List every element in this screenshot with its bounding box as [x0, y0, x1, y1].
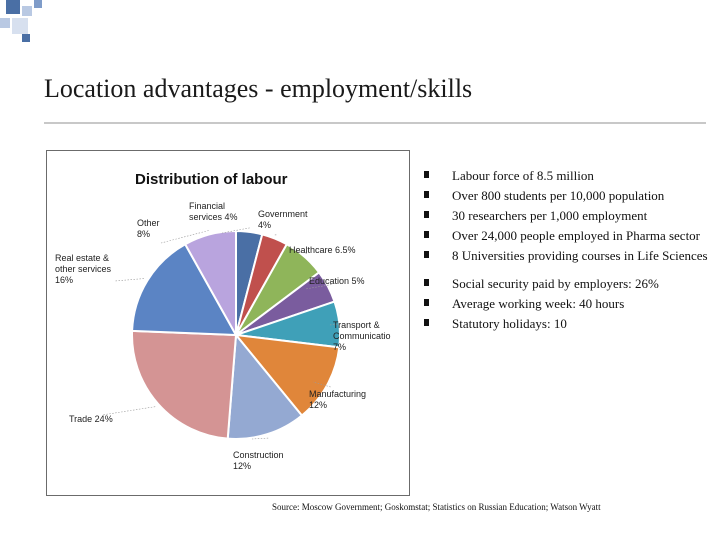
bullet-icon [424, 191, 429, 198]
bullet-icon [424, 231, 429, 238]
slice-label [309, 276, 365, 286]
title-rule [44, 122, 706, 124]
slice-label-line: Other [137, 218, 160, 228]
bullet-item [420, 296, 716, 312]
bullet-item [420, 188, 716, 204]
bullet-icon [424, 319, 429, 326]
bullet-item [420, 228, 716, 244]
slice-label-line: 16% [55, 275, 74, 285]
slice-label-line: 12% [233, 461, 252, 471]
bullet-item [420, 208, 716, 224]
slice-label [137, 218, 160, 239]
source-note: Source: Moscow Government; Goskomstat; Statistics on Russian Education; Watson Wyatt [272, 502, 601, 512]
bullet-item [420, 316, 716, 332]
bullet-list [420, 168, 716, 344]
slice-label-line: Construction [233, 450, 284, 460]
bullet-text: Over 24,000 people employed in Pharma sector [452, 228, 701, 243]
slice-label-line: 4% [258, 220, 272, 230]
bullet-icon [424, 279, 429, 286]
slice-label-line: Communicatio [333, 331, 391, 341]
bullet-item [420, 276, 716, 292]
slice-label [69, 414, 113, 424]
slice-label [258, 209, 308, 230]
slice-label-line: Financial [189, 201, 226, 211]
bullet-item [420, 168, 716, 184]
slice-label-line: Trade 24% [69, 414, 113, 424]
bullet-item [420, 248, 716, 264]
slice-label-line: Education 5% [309, 276, 365, 286]
slice-label [333, 320, 391, 352]
pie-chart [47, 151, 409, 495]
bullet-icon [424, 251, 429, 258]
slice-label-line: 8% [137, 229, 151, 239]
bullet-text: Average working week: 40 hours [452, 296, 625, 311]
bullet-text: Statutory holidays: 10 [452, 316, 567, 331]
leader-line [115, 279, 144, 281]
chart-title: Distribution of labour [135, 171, 288, 188]
bullet-text: 30 researchers per 1,000 employment [452, 208, 648, 223]
slice-label-line: 7% [333, 342, 347, 352]
slice-label-line: 12% [309, 400, 328, 410]
slide-title: Location advantages - employment/skills [44, 74, 473, 103]
slice-label-line: other services [55, 264, 112, 274]
slice-label-line: Healthcare 6.5% [289, 245, 356, 255]
bullet-icon [424, 171, 429, 178]
bullet-group-1 [420, 168, 716, 264]
slice-label [189, 201, 238, 222]
slice-label [289, 245, 356, 255]
slice-label-line: Real estate & [55, 253, 110, 263]
pie-slice-trade [132, 331, 236, 439]
slice-label-line: Manufacturing [309, 389, 367, 399]
bullet-text: Over 800 students per 10,000 population [452, 188, 665, 203]
bullet-text: Social security paid by employers: 26% [452, 276, 659, 291]
bullet-text: Labour force of 8.5 million [452, 168, 594, 183]
bullet-text: 8 Universities providing courses in Life Sciences [452, 248, 708, 263]
slice-label-line: Transport & [333, 320, 380, 330]
bullet-icon [424, 211, 429, 218]
slice-label-line: services 4% [189, 212, 238, 222]
slice-label [55, 253, 112, 285]
corner-decoration [0, 0, 60, 44]
slice-label [309, 389, 366, 410]
slice-label [233, 450, 284, 471]
pie-chart-panel [46, 150, 410, 496]
bullet-group-2 [420, 276, 716, 332]
slice-label-line: Government [258, 209, 308, 219]
bullet-icon [424, 299, 429, 306]
